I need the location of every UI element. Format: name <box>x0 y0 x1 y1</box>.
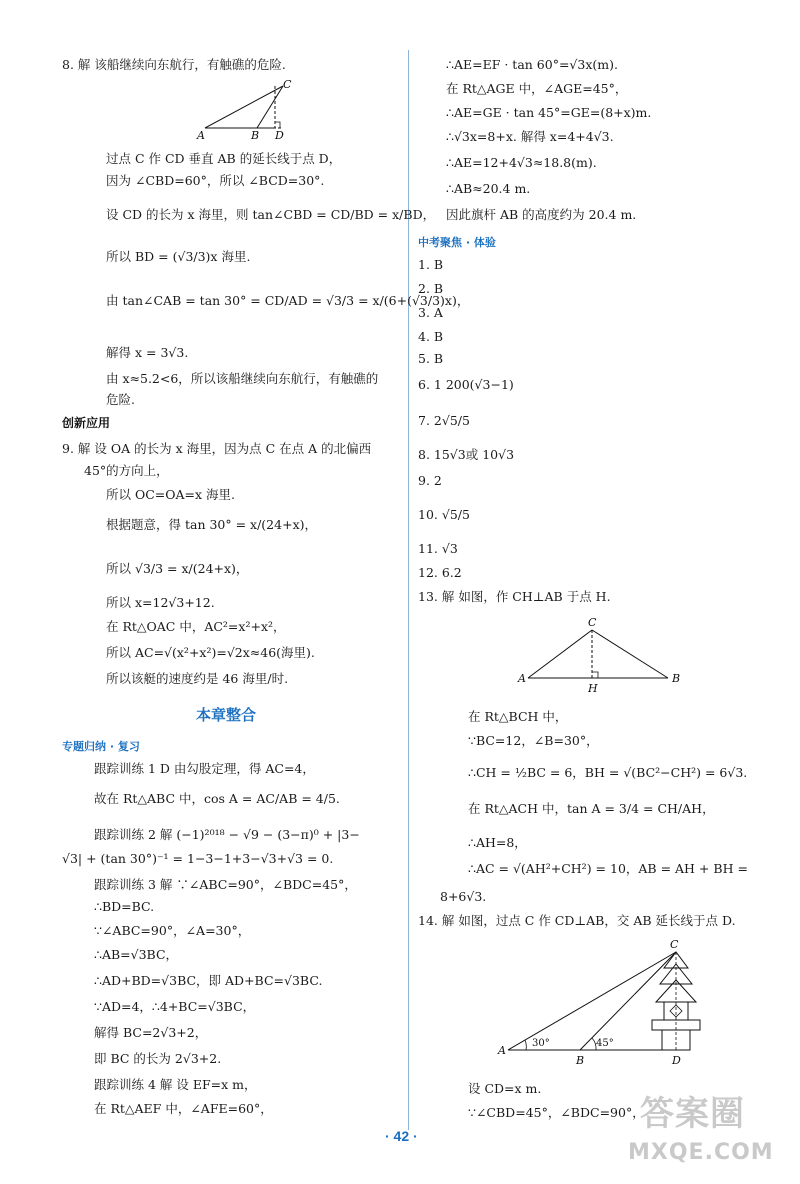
p13-line: ∵BC=12，∠B=30°， <box>468 733 599 748</box>
problem-8-heading: 8. 解 该船继续向东航行，有触礁的危险. <box>62 57 286 72</box>
p8-line: 因为 ∠CBD=60°，所以 ∠BCD=30°. <box>106 173 325 188</box>
figure-13-triangle <box>514 614 684 696</box>
answer-item: 10. √5/5 <box>418 507 470 522</box>
exercise-3-line: 解得 BC=2√3+2， <box>94 1025 208 1040</box>
p13-line: ∴AC = √(AH²+CH²) = 10，AB = AH + BH = <box>468 861 748 876</box>
r-line: 因此旗杆 AB 的高度约为 20.4 m. <box>446 207 637 222</box>
exercise-1-line: 故在 Rt△ABC 中，cos A = AC/AB = 4/5. <box>94 791 340 806</box>
fig14-angle-b: 45° <box>596 1038 614 1049</box>
section-innovation: 创新应用 <box>62 416 111 430</box>
fig14-label-a: A <box>498 1044 506 1057</box>
fig13-label-a: A <box>518 672 526 685</box>
figure-14-tower <box>496 938 706 1068</box>
r-line: 在 Rt△AGE 中，∠AGE=45°， <box>446 81 628 96</box>
r-line: ∴AE=GE · tan 45°=GE=(8+x)m. <box>446 105 652 120</box>
watermark-url: MXQE.COM <box>628 1140 774 1165</box>
exercise-4-line: 在 Rt△AEF 中，∠AFE=60°， <box>94 1101 273 1116</box>
r-line: ∴√3x=8+x. 解得 x=4+4√3. <box>446 129 614 144</box>
r-line: ∴AE=EF · tan 60°=√3x(m). <box>446 57 618 72</box>
p9-line: 所以 OC=OA=x 海里. <box>106 487 236 502</box>
exercise-3-line: ∵AD=4，∴4+BC=√3BC， <box>94 999 256 1014</box>
answer-item: 6. 1 200(√3−1) <box>418 377 514 392</box>
fig13-label-c: C <box>588 616 597 629</box>
answer-item: 3. A <box>418 305 443 320</box>
p9-line: 所以该艇的速度约是 46 海里/时. <box>106 671 289 686</box>
p14-line: 设 CD=x m. <box>468 1081 542 1096</box>
figure-8-triangle <box>195 78 305 142</box>
fig14-label-d: D <box>672 1054 681 1067</box>
r-line: ∴AB≈20.4 m. <box>446 181 531 196</box>
exercise-4: 跟踪训练 4 解 设 EF=x m， <box>94 1077 257 1092</box>
fig13-label-b: B <box>672 672 681 685</box>
fig8-label-b: B <box>251 129 260 142</box>
section-exam-focus: 中考聚焦 · 体验 <box>418 236 496 249</box>
section-review: 专题归纳 · 复习 <box>62 740 140 753</box>
exercise-3-line: ∴BD=BC. <box>94 899 155 914</box>
fig8-label-c: C <box>283 78 292 91</box>
answer-item: 12. 6.2 <box>418 565 462 580</box>
r-line: ∴AE=12+4√3≈18.8(m). <box>446 155 597 170</box>
problem-13-heading: 13. 解 如图，作 CH⊥AB 于点 H. <box>418 589 611 604</box>
problem-9-heading: 9. 解 设 OA 的长为 x 海里，因为点 C 在点 A 的北偏西 <box>62 441 372 456</box>
fig14-label-c: C <box>670 938 679 951</box>
problem-14-heading: 14. 解 如图，过点 C 作 CD⊥AB，交 AB 延长线于点 D. <box>418 913 736 928</box>
fig14-label-b: B <box>576 1054 585 1067</box>
exercise-3-line: ∴AB=√3BC， <box>94 947 179 962</box>
chapter-title: 本章整合 <box>196 706 257 724</box>
exercise-3: 跟踪训练 3 解 ∵∠ABC=90°，∠BDC=45°， <box>94 877 357 892</box>
p13-line: ∴AH=8， <box>468 835 527 850</box>
exercise-3-line: ∴AD+BD=√3BC，即 AD+BC=√3BC. <box>94 973 323 988</box>
answer-item: 8. 15√3或 10√3 <box>418 447 515 462</box>
exercise-2: 跟踪训练 2 解 (−1)²⁰¹⁸ − √9 − (3−π)⁰ + |3− <box>94 827 360 842</box>
page-number: · 42 · <box>385 1128 418 1144</box>
fig14-angle-a: 30° <box>532 1038 550 1049</box>
watermark-logo: 答案圈 <box>640 1094 745 1134</box>
answer-item: 1. B <box>418 257 444 272</box>
fig8-label-d: D <box>275 129 284 142</box>
fig13-label-h: H <box>588 682 598 695</box>
p9-line: 45°的方向上， <box>84 463 169 478</box>
p9-line: 所以 x=12√3+12. <box>106 595 215 610</box>
exercise-1: 跟踪训练 1 D 由勾股定理，得 AC=4， <box>94 761 315 776</box>
p13-line: ∴CH = ½BC = 6，BH = √(BC²−CH²) = 6√3. <box>468 765 748 780</box>
fig8-label-a: A <box>197 129 205 142</box>
p9-line: 根据题意，得 tan 30° = x/(24+x)， <box>106 517 317 532</box>
answer-item: 4. B <box>418 329 444 344</box>
p8-line: 所以 BD = (√3/3)x 海里. <box>106 249 251 264</box>
p8-line: 由 x≈5.2<6，所以该船继续向东航行，有触礁的 <box>106 371 379 386</box>
exercise-3-line: ∵∠ABC=90°，∠A=30°， <box>94 923 251 938</box>
p8-line: 设 CD 的长为 x 海里，则 tan∠CBD = CD/BD = x/BD， <box>106 207 436 222</box>
p9-line: 所以 AC=√(x²+x²)=√2x≈46(海里). <box>106 645 315 660</box>
answer-item: 9. 2 <box>418 473 442 488</box>
answer-item: 7. 2√5/5 <box>418 413 470 428</box>
p13-line: 在 Rt△BCH 中， <box>468 709 568 724</box>
answer-item: 2. B <box>418 281 444 296</box>
p13-line: 在 Rt△ACH 中，tan A = 3/4 = CH/AH， <box>468 801 715 816</box>
p9-line: 在 Rt△OAC 中，AC²=x²+x²， <box>106 619 286 634</box>
answer-item: 11. √3 <box>418 541 458 556</box>
p8-line: 由 tan∠CAB = tan 30° = CD/AD = √3/3 = x/(6+(√3/3)x)， <box>106 293 470 308</box>
p9-line: 所以 √3/3 = x/(24+x)， <box>106 561 249 576</box>
exercise-3-line: 即 BC 的长为 2√3+2. <box>94 1051 222 1066</box>
p14-line: ∵∠CBD=45°，∠BDC=90°， <box>468 1105 645 1120</box>
p8-line: 过点 C 作 CD 垂直 AB 的延长线于点 D， <box>106 151 342 166</box>
p13-line: 8+6√3. <box>440 889 487 904</box>
p8-line: 危险. <box>106 392 135 407</box>
answer-item: 5. B <box>418 351 444 366</box>
exercise-2-line: √3| + (tan 30°)⁻¹ = 1−3−1+3−√3+√3 = 0. <box>62 851 334 866</box>
p8-line: 解得 x = 3√3. <box>106 345 189 360</box>
